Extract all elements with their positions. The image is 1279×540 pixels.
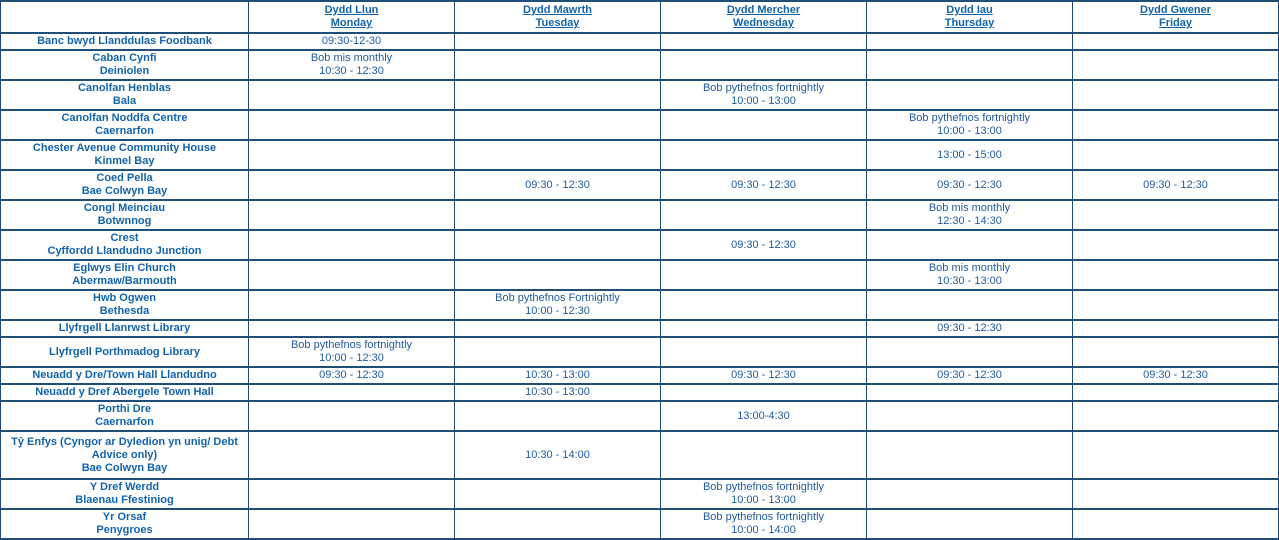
schedule-cell-tuesday — [455, 200, 661, 230]
day-name-welsh: Dydd Mercher — [726, 4, 801, 16]
location-label — [1, 337, 249, 367]
schedule-cell-monday — [249, 33, 455, 50]
schedule-cell-thursday — [867, 401, 1073, 431]
schedule-time-line: 10:00 - 13:00 — [937, 125, 1002, 137]
location-label-line: Neuadd y Dre/Town Hall Llandudno — [32, 369, 217, 381]
table-row — [1, 509, 1279, 539]
schedule-cell-thursday — [867, 230, 1073, 260]
schedule-cell-monday — [249, 110, 455, 140]
schedule-cell-monday — [249, 80, 455, 110]
schedule-cell-monday — [249, 337, 455, 367]
schedule-cell-monday — [249, 230, 455, 260]
location-label-line: Caernarfon — [95, 125, 154, 137]
location-label — [1, 431, 249, 479]
location-label-line: Coed Pella — [96, 172, 153, 184]
table-row — [1, 337, 1279, 367]
location-label-line: Blaenau Ffestiniog — [75, 494, 174, 506]
schedule-cell-wednesday — [661, 320, 867, 337]
schedule-cell-wednesday — [661, 260, 867, 290]
schedule-cell-tuesday — [455, 290, 661, 320]
schedule-time-line: 09:30 - 12:30 — [937, 178, 1002, 191]
location-label-line: Chester Avenue Community House — [32, 142, 217, 154]
schedule-time-line: 13:00 - 15:00 — [937, 148, 1002, 161]
schedule-time-line: Bob pythefnos fortnightly — [702, 82, 825, 94]
day-name-welsh: Dydd Gwener — [1140, 4, 1211, 16]
schedule-cell-thursday — [867, 260, 1073, 290]
schedule-time-line: 09:30 - 12:30 — [731, 178, 796, 191]
schedule-time-line: 10:30 - 13:00 — [937, 275, 1002, 287]
schedule-cell-friday — [1073, 337, 1279, 367]
schedule-time-line: 10:00 - 13:00 — [731, 494, 796, 506]
schedule-time-line: 10:00 - 14:00 — [731, 524, 796, 536]
schedule-cell-thursday — [867, 337, 1073, 367]
schedule-cell-thursday — [867, 290, 1073, 320]
schedule-time-line: 09:30 - 12:30 — [525, 178, 590, 191]
location-label-line: Cyffordd Llandudno Junction — [47, 245, 202, 257]
day-name-welsh: Dydd Mawrth — [522, 4, 593, 16]
table-row — [1, 260, 1279, 290]
schedule-cell-wednesday — [661, 431, 867, 479]
schedule-cell-thursday — [867, 200, 1073, 230]
schedule-cell-thursday — [867, 170, 1073, 200]
schedule-cell-tuesday — [455, 401, 661, 431]
schedule-cell-wednesday — [661, 170, 867, 200]
schedule-time-line: Bob pythefnos fortnightly — [908, 112, 1031, 124]
schedule-time-line: 12:30 - 14:30 — [937, 215, 1002, 227]
schedule-cell-wednesday — [661, 140, 867, 170]
schedule-cell-thursday — [867, 367, 1073, 384]
schedule-cell-friday — [1073, 200, 1279, 230]
day-header-friday — [1073, 1, 1279, 33]
schedule-time-line: Bob pythefnos Fortnightly — [495, 292, 620, 304]
schedule-cell-monday — [249, 367, 455, 384]
schedule-time-line: Bob mis monthly — [310, 52, 393, 64]
schedule-cell-wednesday — [661, 290, 867, 320]
location-label-line: Eglwys Elin Church — [73, 262, 176, 274]
location-label-line: Yr Orsaf — [102, 511, 147, 523]
table-row — [1, 80, 1279, 110]
table-row — [1, 401, 1279, 431]
location-label — [1, 110, 249, 140]
location-label — [1, 509, 249, 539]
schedule-cell-tuesday — [455, 50, 661, 80]
schedule-cell-tuesday — [455, 80, 661, 110]
schedule-cell-monday — [249, 140, 455, 170]
location-label-line: Porthi Dre — [97, 403, 152, 415]
location-label-line: Banc bwyd Llanddulas Foodbank — [37, 35, 212, 47]
schedule-cell-wednesday — [661, 50, 867, 80]
schedule-time-line: Bob mis monthly — [928, 262, 1011, 274]
schedule-cell-wednesday — [661, 230, 867, 260]
location-label-line: Congl Meinciau — [83, 202, 166, 214]
schedule-cell-monday — [249, 384, 455, 401]
schedule-cell-tuesday — [455, 479, 661, 509]
location-label-line: Canolfan Henblas — [78, 82, 171, 94]
location-label-line: Tŷ Enfys (Cyngor ar Dyledion yn unig/ Debt Advice only) — [11, 435, 238, 461]
day-name-welsh: Dydd Llun — [324, 4, 379, 16]
location-label-line: Bala — [112, 95, 137, 107]
schedule-time-line: Bob pythefnos fortnightly — [702, 511, 825, 523]
location-label-line: Penygroes — [96, 524, 153, 536]
schedule-cell-tuesday — [455, 431, 661, 479]
schedule-cell-friday — [1073, 401, 1279, 431]
schedule-cell-friday — [1073, 431, 1279, 479]
table-row — [1, 110, 1279, 140]
location-label-line: Y Dref Werdd — [89, 481, 160, 493]
schedule-time-line: 09:30 - 12:30 — [731, 369, 796, 381]
location-label — [1, 290, 249, 320]
location-label-line: Kinmel Bay — [94, 155, 155, 167]
schedule-cell-wednesday — [661, 200, 867, 230]
schedule-time-line: 09:30 - 12:30 — [1143, 178, 1208, 191]
schedule-time-line: Bob pythefnos fortnightly — [702, 481, 825, 493]
schedule-time-line: 10:00 - 12:30 — [525, 305, 590, 317]
schedule-cell-tuesday — [455, 33, 661, 50]
table-row — [1, 384, 1279, 401]
schedule-cell-monday — [249, 509, 455, 539]
schedule-cell-monday — [249, 479, 455, 509]
schedule-cell-friday — [1073, 170, 1279, 200]
schedule-time-line: 09:30 - 12:30 — [937, 322, 1002, 334]
location-label — [1, 260, 249, 290]
schedule-time-line: 10:30 - 13:00 — [525, 369, 590, 381]
schedule-cell-friday — [1073, 509, 1279, 539]
schedule-cell-tuesday — [455, 110, 661, 140]
schedule-cell-friday — [1073, 80, 1279, 110]
location-label — [1, 33, 249, 50]
location-label-line: Canolfan Noddfa Centre — [61, 112, 188, 124]
schedule-cell-friday — [1073, 384, 1279, 401]
day-header-wednesday — [661, 1, 867, 33]
location-label — [1, 367, 249, 384]
schedule-cell-thursday — [867, 320, 1073, 337]
schedule-cell-tuesday — [455, 320, 661, 337]
schedule-time-line: 09:30-12-30 — [321, 35, 382, 47]
location-label-line: Bae Colwyn Bay — [81, 461, 168, 474]
table-header — [1, 1, 1279, 33]
day-name-english: Thursday — [944, 17, 995, 29]
schedule-cell-thursday — [867, 479, 1073, 509]
table-row — [1, 367, 1279, 384]
schedule-cell-wednesday — [661, 509, 867, 539]
location-label-line: Hwb Ogwen — [93, 292, 156, 304]
schedule-cell-wednesday — [661, 367, 867, 384]
schedule-cell-friday — [1073, 33, 1279, 50]
schedule-cell-tuesday — [455, 170, 661, 200]
schedule-cell-tuesday — [455, 367, 661, 384]
schedule-cell-tuesday — [455, 509, 661, 539]
schedule-cell-friday — [1073, 290, 1279, 320]
day-name-english: Friday — [1158, 17, 1192, 29]
location-column-header — [1, 1, 249, 33]
schedule-cell-friday — [1073, 320, 1279, 337]
schedule-cell-monday — [249, 401, 455, 431]
schedule-cell-thursday — [867, 384, 1073, 401]
schedule-cell-thursday — [867, 509, 1073, 539]
schedule-cell-friday — [1073, 140, 1279, 170]
location-label-line: Neuadd y Dref Abergele Town Hall — [35, 386, 214, 398]
schedule-cell-wednesday — [661, 401, 867, 431]
schedule-cell-tuesday — [455, 260, 661, 290]
schedule-time-line: 10:30 - 14:00 — [525, 448, 590, 461]
location-label-line: Bethesda — [99, 305, 150, 317]
location-label — [1, 170, 249, 200]
location-label-line: Llyfrgell Porthmadog Library — [49, 345, 200, 358]
location-label-line: Botwnnog — [97, 215, 152, 227]
schedule-cell-friday — [1073, 367, 1279, 384]
schedule-time-line: 10:00 - 13:00 — [731, 95, 796, 107]
location-label — [1, 50, 249, 80]
location-label — [1, 401, 249, 431]
schedule-cell-monday — [249, 290, 455, 320]
day-header-thursday — [867, 1, 1073, 33]
schedule-time-line: 09:30 - 12:30 — [937, 369, 1002, 381]
schedule-time-line: 09:30 - 12:30 — [319, 369, 384, 381]
location-label — [1, 80, 249, 110]
table-row — [1, 479, 1279, 509]
schedule-cell-tuesday — [455, 140, 661, 170]
day-name-welsh: Dydd Iau — [946, 4, 993, 16]
day-header-monday — [249, 1, 455, 33]
schedule-cell-wednesday — [661, 384, 867, 401]
schedule-cell-friday — [1073, 50, 1279, 80]
day-header-tuesday — [455, 1, 661, 33]
schedule-cell-monday — [249, 50, 455, 80]
schedule-cell-monday — [249, 431, 455, 479]
schedule-time-line: 10:30 - 12:30 — [319, 65, 384, 77]
schedule-cell-tuesday — [455, 337, 661, 367]
schedule-cell-thursday — [867, 50, 1073, 80]
schedule-cell-wednesday — [661, 33, 867, 50]
location-label-line: Crest — [110, 232, 139, 244]
schedule-cell-friday — [1073, 479, 1279, 509]
day-name-english: Tuesday — [535, 17, 580, 29]
schedule-cell-thursday — [867, 80, 1073, 110]
table-row — [1, 431, 1279, 479]
schedule-time-line: 09:30 - 12:30 — [1143, 369, 1208, 381]
schedule-cell-friday — [1073, 260, 1279, 290]
schedule-time-line: 09:30 - 12:30 — [731, 238, 796, 251]
table-row — [1, 230, 1279, 260]
location-label-line: Bae Colwyn Bay — [81, 185, 168, 197]
header-row — [1, 1, 1279, 33]
schedule-cell-thursday — [867, 140, 1073, 170]
schedule-cell-friday — [1073, 230, 1279, 260]
day-name-english: Monday — [330, 17, 373, 29]
location-label-line: Caban Cynfi — [92, 52, 157, 64]
schedule-cell-monday — [249, 320, 455, 337]
table-row — [1, 170, 1279, 200]
table-row — [1, 320, 1279, 337]
location-label — [1, 479, 249, 509]
table-row — [1, 140, 1279, 170]
schedule-cell-thursday — [867, 110, 1073, 140]
location-label — [1, 230, 249, 260]
schedule-cell-wednesday — [661, 337, 867, 367]
schedule-cell-monday — [249, 260, 455, 290]
location-label-line: Llyfrgell Llanrwst Library — [58, 322, 191, 334]
location-label — [1, 200, 249, 230]
location-label-line: Caernarfon — [95, 416, 154, 428]
schedule-cell-tuesday — [455, 384, 661, 401]
day-name-english: Wednesday — [733, 17, 794, 29]
schedule-time-line: 13:00-4:30 — [737, 409, 790, 422]
table-row — [1, 200, 1279, 230]
location-label-line: Deiniolen — [99, 65, 150, 77]
table-row — [1, 50, 1279, 80]
schedule-cell-tuesday — [455, 230, 661, 260]
schedule-cell-thursday — [867, 431, 1073, 479]
schedule-time-line: Bob pythefnos fortnightly — [290, 339, 413, 351]
schedule-time-line: 10:30 - 13:00 — [525, 386, 590, 398]
schedule-cell-thursday — [867, 33, 1073, 50]
schedule-time-line: Bob mis monthly — [928, 202, 1011, 214]
schedule-cell-monday — [249, 200, 455, 230]
table-body — [1, 33, 1279, 539]
location-label — [1, 140, 249, 170]
schedule-cell-friday — [1073, 110, 1279, 140]
schedule-cell-wednesday — [661, 479, 867, 509]
schedule-cell-wednesday — [661, 80, 867, 110]
location-label — [1, 384, 249, 401]
location-label — [1, 320, 249, 337]
table-row — [1, 290, 1279, 320]
location-label-line: Abermaw/Barmouth — [72, 275, 177, 287]
schedule-cell-wednesday — [661, 110, 867, 140]
schedule-cell-monday — [249, 170, 455, 200]
schedule-time-line: 10:00 - 12:30 — [319, 352, 384, 364]
table-row — [1, 33, 1279, 50]
